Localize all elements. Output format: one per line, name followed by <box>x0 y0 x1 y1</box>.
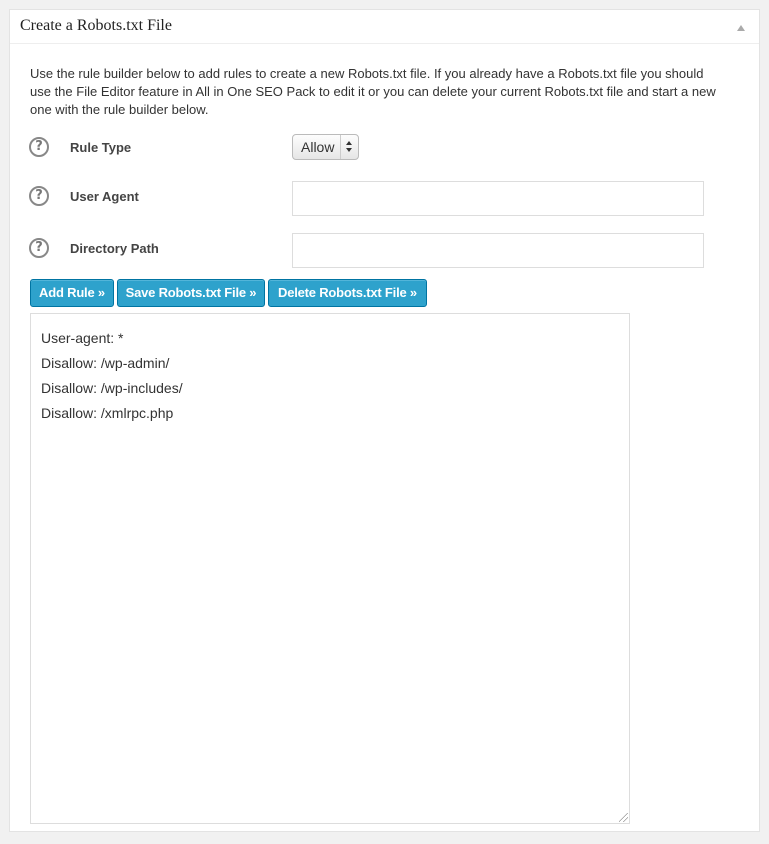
intro-text: Use the rule builder below to add rules to create a new Robots.txt file. If you already have a Robots.txt file you should use the File Editor feature in All in One SEO Pack to edit it or you can delete your current Robots.txt file and start a new one with the rule builder below. <box>30 66 716 117</box>
panel-title: Create a Robots.txt File <box>20 17 172 34</box>
select-arrows-icon <box>340 135 358 159</box>
rule-type-select[interactable] <box>292 134 359 160</box>
rule-type-selected-value: Allow <box>301 139 335 155</box>
robots-line: Disallow: /wp-includes/ <box>41 380 183 396</box>
directory-path-input[interactable] <box>292 233 704 268</box>
resize-handle-icon[interactable] <box>619 813 628 822</box>
add-rule-button[interactable]: Add Rule » <box>30 279 114 307</box>
robots-line: Disallow: /wp-admin/ <box>41 355 170 371</box>
robots-line: Disallow: /xmlrpc.php <box>41 405 174 421</box>
user-agent-row <box>10 181 761 215</box>
robots-panel <box>9 9 760 832</box>
rule-type-label: Rule Type <box>70 140 132 155</box>
user-agent-label: User Agent <box>70 189 139 204</box>
save-robots-button[interactable]: Save Robots.txt File » <box>117 279 265 307</box>
collapse-arrow-icon[interactable] <box>737 25 745 31</box>
user-agent-input[interactable] <box>292 181 704 216</box>
delete-robots-button[interactable]: Delete Robots.txt File » <box>268 279 427 307</box>
help-icon[interactable]: ? <box>29 137 49 157</box>
help-icon[interactable]: ? <box>29 186 49 206</box>
directory-path-row <box>10 233 761 267</box>
directory-path-label: Directory Path <box>70 241 159 256</box>
robots-line: User-agent: * <box>41 330 124 346</box>
robots-editor[interactable] <box>30 313 630 824</box>
rule-type-row <box>10 132 761 166</box>
panel-header[interactable] <box>10 10 759 44</box>
help-icon[interactable]: ? <box>29 238 49 258</box>
